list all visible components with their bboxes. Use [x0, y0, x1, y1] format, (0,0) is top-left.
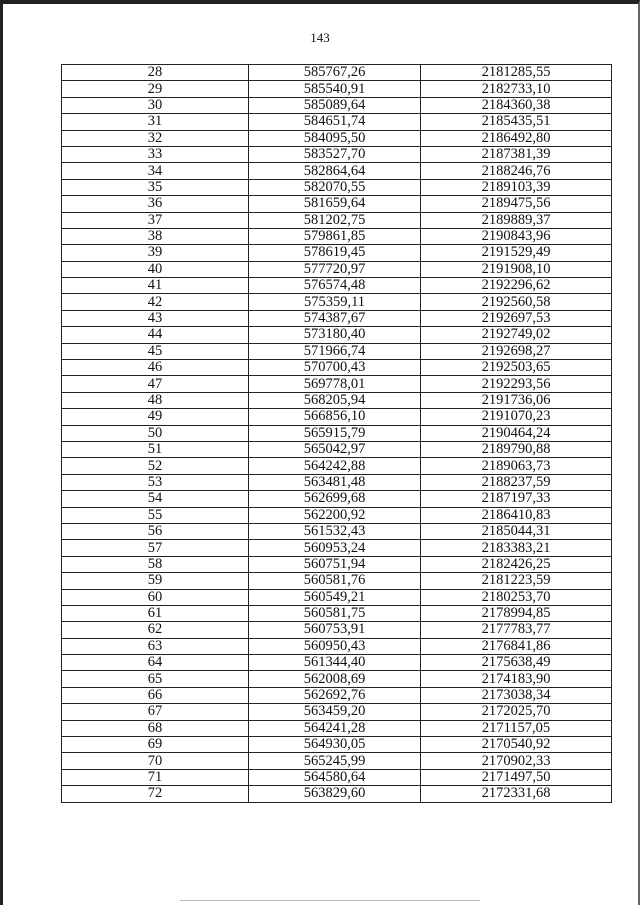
point-number-cell: 51 [62, 441, 249, 457]
x-coordinate-cell: 562200,92 [249, 507, 421, 523]
table-row [62, 310, 612, 326]
x-coordinate-cell: 560950,43 [249, 638, 421, 654]
point-number-cell: 35 [62, 179, 249, 195]
point-number-cell: 68 [62, 720, 249, 736]
point-number-cell: 62 [62, 622, 249, 638]
x-coordinate-cell: 582070,55 [249, 179, 421, 195]
x-coordinate-cell: 569778,01 [249, 376, 421, 392]
scan-bottom-edge [180, 900, 480, 901]
x-coordinate-cell: 585767,26 [249, 65, 421, 81]
table-row [62, 622, 612, 638]
table-row [62, 409, 612, 425]
table-row [62, 573, 612, 589]
table-row [62, 278, 612, 294]
x-coordinate-cell: 565042,97 [249, 441, 421, 457]
point-number-cell: 67 [62, 704, 249, 720]
x-coordinate-cell: 560953,24 [249, 540, 421, 556]
table-row [62, 474, 612, 490]
y-coordinate-cell: 2175638,49 [421, 655, 612, 671]
y-coordinate-cell: 2192749,02 [421, 327, 612, 343]
y-coordinate-cell: 2191736,06 [421, 392, 612, 408]
y-coordinate-cell: 2171157,05 [421, 720, 612, 736]
point-number-cell: 34 [62, 163, 249, 179]
y-coordinate-cell: 2182426,25 [421, 556, 612, 572]
x-coordinate-cell: 563829,60 [249, 786, 421, 802]
x-coordinate-cell: 585089,64 [249, 97, 421, 113]
table-row [62, 720, 612, 736]
x-coordinate-cell: 561532,43 [249, 523, 421, 539]
x-coordinate-cell: 563481,48 [249, 474, 421, 490]
point-number-cell: 48 [62, 392, 249, 408]
point-number-cell: 69 [62, 737, 249, 753]
table-row [62, 687, 612, 703]
x-coordinate-cell: 565915,79 [249, 425, 421, 441]
y-coordinate-cell: 2190464,24 [421, 425, 612, 441]
table-row [62, 130, 612, 146]
table-row [62, 212, 612, 228]
y-coordinate-cell: 2191070,23 [421, 409, 612, 425]
x-coordinate-cell: 579861,85 [249, 228, 421, 244]
point-number-cell: 40 [62, 261, 249, 277]
point-number-cell: 50 [62, 425, 249, 441]
y-coordinate-cell: 2189889,37 [421, 212, 612, 228]
x-coordinate-cell: 563459,20 [249, 704, 421, 720]
y-coordinate-cell: 2192698,27 [421, 343, 612, 359]
y-coordinate-cell: 2182733,10 [421, 81, 612, 97]
table-row [62, 392, 612, 408]
y-coordinate-cell: 2186492,80 [421, 130, 612, 146]
y-coordinate-cell: 2184360,38 [421, 97, 612, 113]
point-number-cell: 43 [62, 310, 249, 326]
x-coordinate-cell: 578619,45 [249, 245, 421, 261]
y-coordinate-cell: 2189790,88 [421, 441, 612, 457]
y-coordinate-cell: 2177783,77 [421, 622, 612, 638]
point-number-cell: 44 [62, 327, 249, 343]
table-row [62, 458, 612, 474]
point-number-cell: 61 [62, 605, 249, 621]
y-coordinate-cell: 2170540,92 [421, 737, 612, 753]
table-row [62, 245, 612, 261]
x-coordinate-cell: 568205,94 [249, 392, 421, 408]
table-row [62, 65, 612, 81]
point-number-cell: 53 [62, 474, 249, 490]
table-body [62, 65, 612, 803]
y-coordinate-cell: 2170902,33 [421, 753, 612, 769]
y-coordinate-cell: 2187197,33 [421, 491, 612, 507]
table-row [62, 753, 612, 769]
point-number-cell: 55 [62, 507, 249, 523]
y-coordinate-cell: 2186410,83 [421, 507, 612, 523]
y-coordinate-cell: 2172025,70 [421, 704, 612, 720]
point-number-cell: 57 [62, 540, 249, 556]
x-coordinate-cell: 560753,91 [249, 622, 421, 638]
x-coordinate-cell: 581659,64 [249, 196, 421, 212]
point-number-cell: 29 [62, 81, 249, 97]
table-row [62, 376, 612, 392]
x-coordinate-cell: 562692,76 [249, 687, 421, 703]
y-coordinate-cell: 2192697,53 [421, 310, 612, 326]
x-coordinate-cell: 560751,94 [249, 556, 421, 572]
point-number-cell: 59 [62, 573, 249, 589]
y-coordinate-cell: 2174183,90 [421, 671, 612, 687]
y-coordinate-cell: 2189475,56 [421, 196, 612, 212]
x-coordinate-cell: 576574,48 [249, 278, 421, 294]
table-row [62, 425, 612, 441]
y-coordinate-cell: 2181285,55 [421, 65, 612, 81]
table-row [62, 261, 612, 277]
table-row [62, 228, 612, 244]
table-row [62, 704, 612, 720]
y-coordinate-cell: 2181223,59 [421, 573, 612, 589]
y-coordinate-cell: 2173038,34 [421, 687, 612, 703]
point-number-cell: 63 [62, 638, 249, 654]
point-number-cell: 39 [62, 245, 249, 261]
point-number-cell: 54 [62, 491, 249, 507]
table-row [62, 786, 612, 802]
point-number-cell: 42 [62, 294, 249, 310]
point-number-cell: 70 [62, 753, 249, 769]
y-coordinate-cell: 2192503,65 [421, 360, 612, 376]
coordinates-table [61, 64, 612, 803]
point-number-cell: 28 [62, 65, 249, 81]
point-number-cell: 36 [62, 196, 249, 212]
table-row [62, 146, 612, 162]
point-number-cell: 45 [62, 343, 249, 359]
x-coordinate-cell: 584651,74 [249, 114, 421, 130]
table-row [62, 114, 612, 130]
table-row [62, 196, 612, 212]
point-number-cell: 52 [62, 458, 249, 474]
y-coordinate-cell: 2191908,10 [421, 261, 612, 277]
x-coordinate-cell: 560581,75 [249, 605, 421, 621]
point-number-cell: 30 [62, 97, 249, 113]
x-coordinate-cell: 571966,74 [249, 343, 421, 359]
table-row [62, 638, 612, 654]
point-number-cell: 32 [62, 130, 249, 146]
y-coordinate-cell: 2180253,70 [421, 589, 612, 605]
y-coordinate-cell: 2192296,62 [421, 278, 612, 294]
point-number-cell: 71 [62, 769, 249, 785]
point-number-cell: 33 [62, 146, 249, 162]
table-row [62, 491, 612, 507]
point-number-cell: 47 [62, 376, 249, 392]
table-row [62, 737, 612, 753]
y-coordinate-cell: 2192293,56 [421, 376, 612, 392]
x-coordinate-cell: 570700,43 [249, 360, 421, 376]
table-row [62, 556, 612, 572]
table-row [62, 343, 612, 359]
point-number-cell: 65 [62, 671, 249, 687]
x-coordinate-cell: 583527,70 [249, 146, 421, 162]
x-coordinate-cell: 564930,05 [249, 737, 421, 753]
y-coordinate-cell: 2183383,21 [421, 540, 612, 556]
y-coordinate-cell: 2185044,31 [421, 523, 612, 539]
table-row [62, 441, 612, 457]
x-coordinate-cell: 584095,50 [249, 130, 421, 146]
x-coordinate-cell: 574387,67 [249, 310, 421, 326]
y-coordinate-cell: 2190843,96 [421, 228, 612, 244]
table-row [62, 605, 612, 621]
point-number-cell: 72 [62, 786, 249, 802]
table-row [62, 327, 612, 343]
x-coordinate-cell: 561344,40 [249, 655, 421, 671]
y-coordinate-cell: 2189063,73 [421, 458, 612, 474]
x-coordinate-cell: 560581,76 [249, 573, 421, 589]
table-row [62, 81, 612, 97]
x-coordinate-cell: 573180,40 [249, 327, 421, 343]
point-number-cell: 58 [62, 556, 249, 572]
table-row [62, 163, 612, 179]
y-coordinate-cell: 2176841,86 [421, 638, 612, 654]
y-coordinate-cell: 2188246,76 [421, 163, 612, 179]
y-coordinate-cell: 2185435,51 [421, 114, 612, 130]
point-number-cell: 66 [62, 687, 249, 703]
table-row [62, 523, 612, 539]
point-number-cell: 46 [62, 360, 249, 376]
y-coordinate-cell: 2178994,85 [421, 605, 612, 621]
x-coordinate-cell: 581202,75 [249, 212, 421, 228]
table-row [62, 655, 612, 671]
point-number-cell: 37 [62, 212, 249, 228]
point-number-cell: 49 [62, 409, 249, 425]
x-coordinate-cell: 562699,68 [249, 491, 421, 507]
point-number-cell: 38 [62, 228, 249, 244]
x-coordinate-cell: 577720,97 [249, 261, 421, 277]
x-coordinate-cell: 562008,69 [249, 671, 421, 687]
table-row [62, 589, 612, 605]
y-coordinate-cell: 2188237,59 [421, 474, 612, 490]
x-coordinate-cell: 566856,10 [249, 409, 421, 425]
table-row [62, 97, 612, 113]
point-number-cell: 60 [62, 589, 249, 605]
x-coordinate-cell: 565245,99 [249, 753, 421, 769]
table-row [62, 671, 612, 687]
x-coordinate-cell: 582864,64 [249, 163, 421, 179]
table-row [62, 179, 612, 195]
table-row [62, 769, 612, 785]
y-coordinate-cell: 2171497,50 [421, 769, 612, 785]
x-coordinate-cell: 575359,11 [249, 294, 421, 310]
x-coordinate-cell: 564580,64 [249, 769, 421, 785]
y-coordinate-cell: 2187381,39 [421, 146, 612, 162]
x-coordinate-cell: 585540,91 [249, 81, 421, 97]
x-coordinate-cell: 564242,88 [249, 458, 421, 474]
x-coordinate-cell: 564241,28 [249, 720, 421, 736]
table-row [62, 360, 612, 376]
y-coordinate-cell: 2172331,68 [421, 786, 612, 802]
point-number-cell: 41 [62, 278, 249, 294]
point-number-cell: 64 [62, 655, 249, 671]
point-number-cell: 31 [62, 114, 249, 130]
y-coordinate-cell: 2191529,49 [421, 245, 612, 261]
table-row [62, 507, 612, 523]
point-number-cell: 56 [62, 523, 249, 539]
y-coordinate-cell: 2189103,39 [421, 179, 612, 195]
x-coordinate-cell: 560549,21 [249, 589, 421, 605]
y-coordinate-cell: 2192560,58 [421, 294, 612, 310]
table-row [62, 540, 612, 556]
page-number: 143 [310, 30, 330, 45]
table-row [62, 294, 612, 310]
